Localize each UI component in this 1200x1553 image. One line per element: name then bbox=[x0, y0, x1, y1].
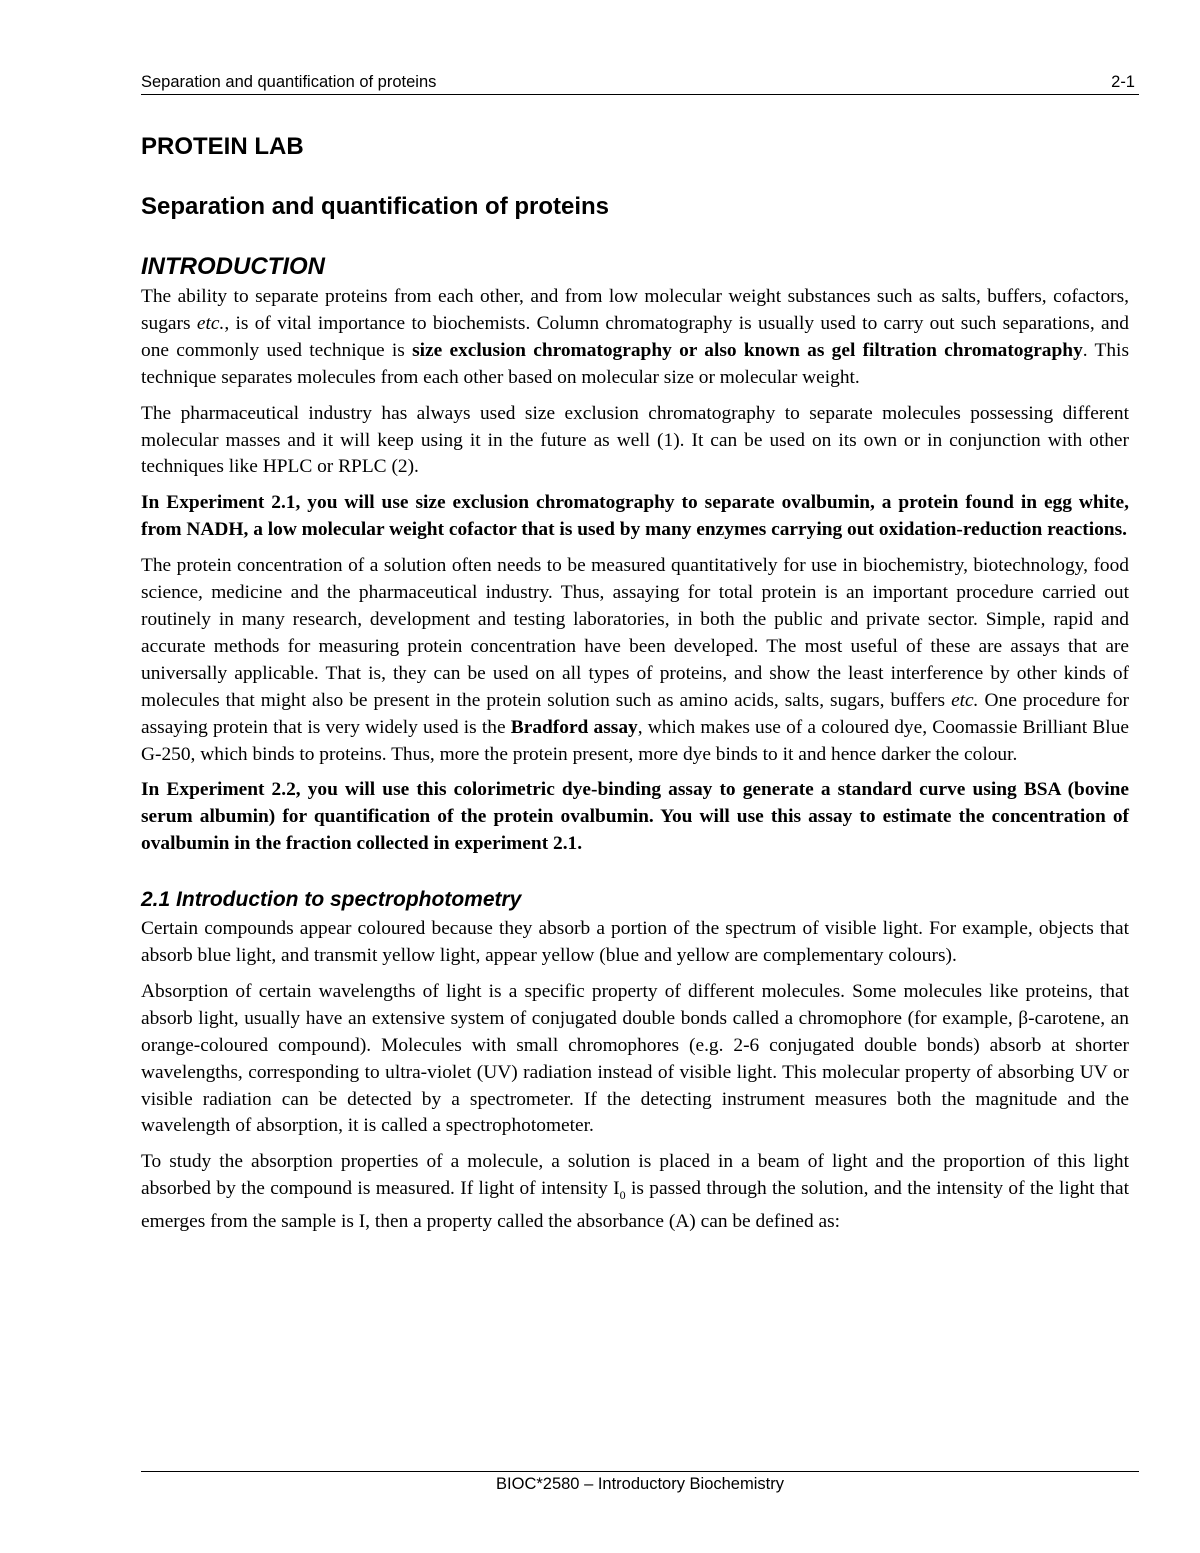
intro-paragraph-4: The protein concentration of a solution often needs to be measured quantitatively for use in biochemistry, biotechnology, food science, medicine and the pharmaceutical industry. Thus, assaying for total protein is an important procedure carried out routinely in many research, development and testing laboratories, in both the public and private sector. Simple, rapid and accurate methods for measuring protein concentration have been developed. The most useful of these are assays that are universally applicable. That is, they can be used on all types of proteins, and show the least interference by other kinds of molecules that might also be present in the protein solution such as amino acids, salts, sugars, buffers etc. One procedure for assaying protein that is very widely used is the Bradford assay, which makes use of a coloured dye, Coomassie Brilliant Blue G-250, which binds to proteins. Thus, more the protein present, more dye binds to it and hence darker the colour. bbox=[141, 555, 1129, 765]
header-title: Separation and quantification of proteins bbox=[141, 73, 437, 91]
intro-paragraph-1: The ability to separate proteins from each other, and from low molecular weight substances such as salts, buffers, cofactors, sugars etc., is of vital importance to biochemists. Column chromatography is usually used to carry out such separations, and one commonly used technique is size exclusion chromatography or also known as gel filtration chromatography. This technique separates molecules from each other based on molecular size or molecular weight. bbox=[141, 286, 1129, 388]
page-footer: BIOC*2580 – Introductory Biochemistry bbox=[141, 1471, 1139, 1494]
section-heading-spectrophotometry: 2.1 Introduction to spectrophotometry bbox=[141, 888, 522, 912]
experiment-2-2-note: In Experiment 2.2, you will use this colorimetric dye-binding assay to generate a standard curve using BSA (bovine serum albumin) for quantification of the protein ovalbumin. You will use this assay to estimate the concentration of ovalbumin in the fraction collected in experiment 2.1. bbox=[141, 779, 1129, 855]
page-header bbox=[141, 72, 1139, 95]
spectro-paragraph-2: Absorption of certain wavelengths of light is a specific property of different molecules. Some molecules like proteins, that absorb light, usually have an extensive system of conjugated double bonds called a chromophore (for example, β-carotene, an orange-coloured compound). Molecules with small chromophores (e.g. 2-6 conjugated double bonds) absorb at shorter wavelengths, corresponding to ultra-violet (UV) radiation instead of visible light. This molecular property of absorbing UV or visible radiation can be detected by a spectrometer. If the detecting instrument measures both the magnitude and the wavelength of absorption, it is called a spectrophotometer. bbox=[141, 980, 1129, 1137]
intro-paragraph-2: The pharmaceutical industry has always used size exclusion chromatography to separate molecules possessing different molecular masses and it will keep using it in the future as well (1). It can be used on its own or in conjunction with other techniques like HPLC or RPLC (2). bbox=[141, 402, 1129, 478]
spectro-paragraph-1: Certain compounds appear coloured because they absorb a portion of the spectrum of visible light. For example, objects that absorb blue light, and transmit yellow light, appear yellow (blue and yellow are complementary colours). bbox=[141, 918, 1129, 967]
document-title: PROTEIN LAB bbox=[141, 133, 304, 160]
document-body bbox=[141, 130, 1129, 1236]
experiment-2-1-note: In Experiment 2.1, you will use size exclusion chromatography to separate ovalbumin, a protein found in egg white, from NADH, a low molecular weight cofactor that is used by many enzymes carrying out oxidation-reduction reactions. bbox=[141, 492, 1129, 541]
header-page-number: 2-1 bbox=[1111, 73, 1135, 91]
introduction-heading: INTRODUCTION bbox=[141, 253, 325, 280]
spectro-paragraph-3: To study the absorption properties of a molecule, a solution is placed in a beam of light and the proportion of this light absorbed by the compound is measured. If light of intensity $I_0$ is passed through the solution, and the intensity of the light that emerges from the sample is I, then a property called the absorbance (A) can be defined as: bbox=[141, 1151, 1130, 1233]
document-subtitle: Separation and quantification of proteins bbox=[141, 193, 610, 220]
